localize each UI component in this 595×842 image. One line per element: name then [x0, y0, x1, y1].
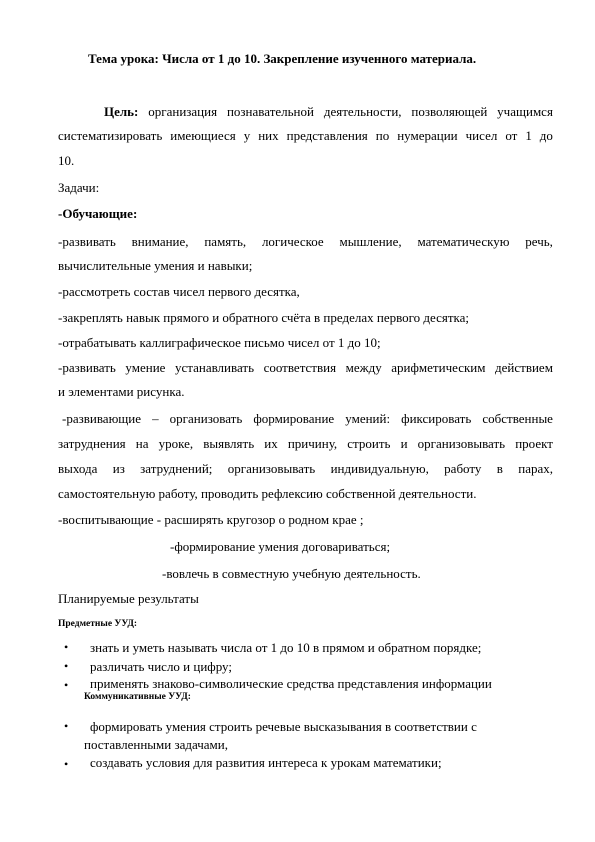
word: 1 — [525, 128, 532, 143]
word: представления — [286, 128, 368, 143]
word: по — [375, 128, 390, 143]
word: причину, — [287, 436, 338, 451]
word: собственные — [482, 411, 553, 426]
word: в — [496, 461, 503, 476]
developing-line-3 — [58, 461, 553, 476]
word: -развивающие — [62, 411, 142, 426]
word: имеющиеся — [170, 128, 236, 143]
word: – — [152, 411, 159, 426]
word: соответствия — [263, 360, 337, 375]
educational-item-1-line-2: вычислительные умения и навыки; — [58, 258, 253, 273]
word: выхода — [58, 461, 98, 476]
communicative-uud-heading: Коммуникативные УУД: — [84, 692, 191, 702]
word: формирование — [253, 411, 335, 426]
word: умение — [125, 360, 166, 375]
upbringing-line-1: -воспитывающие - расширять кругозор о родном крае ; — [58, 512, 364, 527]
word: уроке, — [158, 436, 194, 451]
educational-heading: -Обучающие: — [58, 206, 138, 221]
word: строить — [347, 436, 391, 451]
word: -развивать — [58, 234, 116, 249]
lesson-title: Тема урока: Числа от 1 до 10. Закрепление изученного материала. — [88, 51, 477, 66]
word: затруднения — [58, 436, 126, 451]
word: деятельности, — [323, 104, 402, 119]
word: умений: — [345, 411, 391, 426]
bullet-icon: • — [64, 678, 69, 692]
word: затруднений; — [140, 461, 213, 476]
tasks-heading: Задачи: — [58, 180, 100, 195]
word: до — [539, 128, 553, 143]
subject-uud-bullet-2: различать число и цифру; — [90, 659, 232, 674]
communicative-uud-bullet-1-line-2: поставленными задачами, — [84, 737, 228, 752]
educational-item-5-line-1 — [58, 360, 553, 375]
upbringing-line-2: -формирование умения договариваться; — [170, 539, 391, 554]
bullet-icon: • — [64, 757, 69, 771]
word: нумерации — [397, 128, 458, 143]
word: учащимся — [497, 104, 553, 119]
word: организовать — [169, 411, 243, 426]
word: чисел — [465, 128, 498, 143]
goal-line-3: 10. — [58, 153, 75, 168]
word: арифметическим — [391, 360, 486, 375]
word: математическую — [417, 234, 510, 249]
word: от — [505, 128, 518, 143]
word: мышление, — [339, 234, 402, 249]
educational-item-3: -закреплять навык прямого и обратного счёта в пределах первого десятка; — [58, 310, 470, 325]
word: организация — [148, 104, 218, 119]
word: них — [258, 128, 279, 143]
bullet-icon: • — [64, 640, 69, 654]
word: организовывать — [417, 436, 506, 451]
educational-item-1-line-1 — [58, 234, 553, 249]
communicative-uud-bullet-1-line-1: формировать умения строить речевые высказывания в соответствии с — [90, 719, 477, 734]
word: речь, — [525, 234, 553, 249]
word: память, — [204, 234, 247, 249]
bullet-icon: • — [64, 719, 69, 733]
word: организовывать — [227, 461, 316, 476]
developing-line-1 — [62, 411, 553, 426]
goal-line-1 — [104, 104, 553, 119]
developing-line-2 — [58, 436, 553, 451]
upbringing-line-3: -вовлечь в совместную учебную деятельность. — [162, 566, 421, 581]
word: их — [264, 436, 278, 451]
subject-uud-heading: Предметные УУД: — [58, 619, 138, 629]
word: фиксировать — [401, 411, 472, 426]
word: и — [400, 436, 408, 451]
developing-line-4: самостоятельную работу, проводить рефлексию собственной деятельности. — [58, 486, 477, 501]
results-heading: Планируемые результаты — [58, 591, 199, 606]
subject-uud-bullet-1: знать и уметь называть числа от 1 до 10 в прямом и обратном порядке; — [90, 640, 482, 655]
word: из — [112, 461, 125, 476]
educational-item-2: -рассмотреть состав чисел первого десятка, — [58, 284, 300, 299]
word: индивидуальную, — [330, 461, 429, 476]
word: познавательной — [226, 104, 314, 119]
word: внимание, — [131, 234, 189, 249]
word: действием — [495, 360, 553, 375]
bullet-icon: • — [64, 659, 69, 673]
goal-label: Цель: — [104, 104, 139, 119]
educational-item-4: -отрабатывать каллиграфическое письмо чисел от 1 до 10; — [58, 335, 381, 350]
word: проект — [515, 436, 553, 451]
goal-line-2 — [58, 128, 553, 143]
communicative-uud-bullet-2: создавать условия для развития интереса к урокам математики; — [90, 755, 442, 770]
subject-uud-bullet-3: применять знаково-символические средства представления информации — [90, 676, 492, 691]
word: систематизировать — [58, 128, 163, 143]
word: парах, — [518, 461, 553, 476]
word: -развивать — [58, 360, 116, 375]
word: на — [135, 436, 149, 451]
word: устанавливать — [174, 360, 255, 375]
educational-item-5-line-2: и элементами рисунка. — [58, 384, 185, 399]
word: у — [243, 128, 251, 143]
word: позволяющей — [411, 104, 488, 119]
word: между — [345, 360, 382, 375]
word: выявлять — [203, 436, 255, 451]
word: работу — [444, 461, 482, 476]
word: логическое — [261, 234, 324, 249]
